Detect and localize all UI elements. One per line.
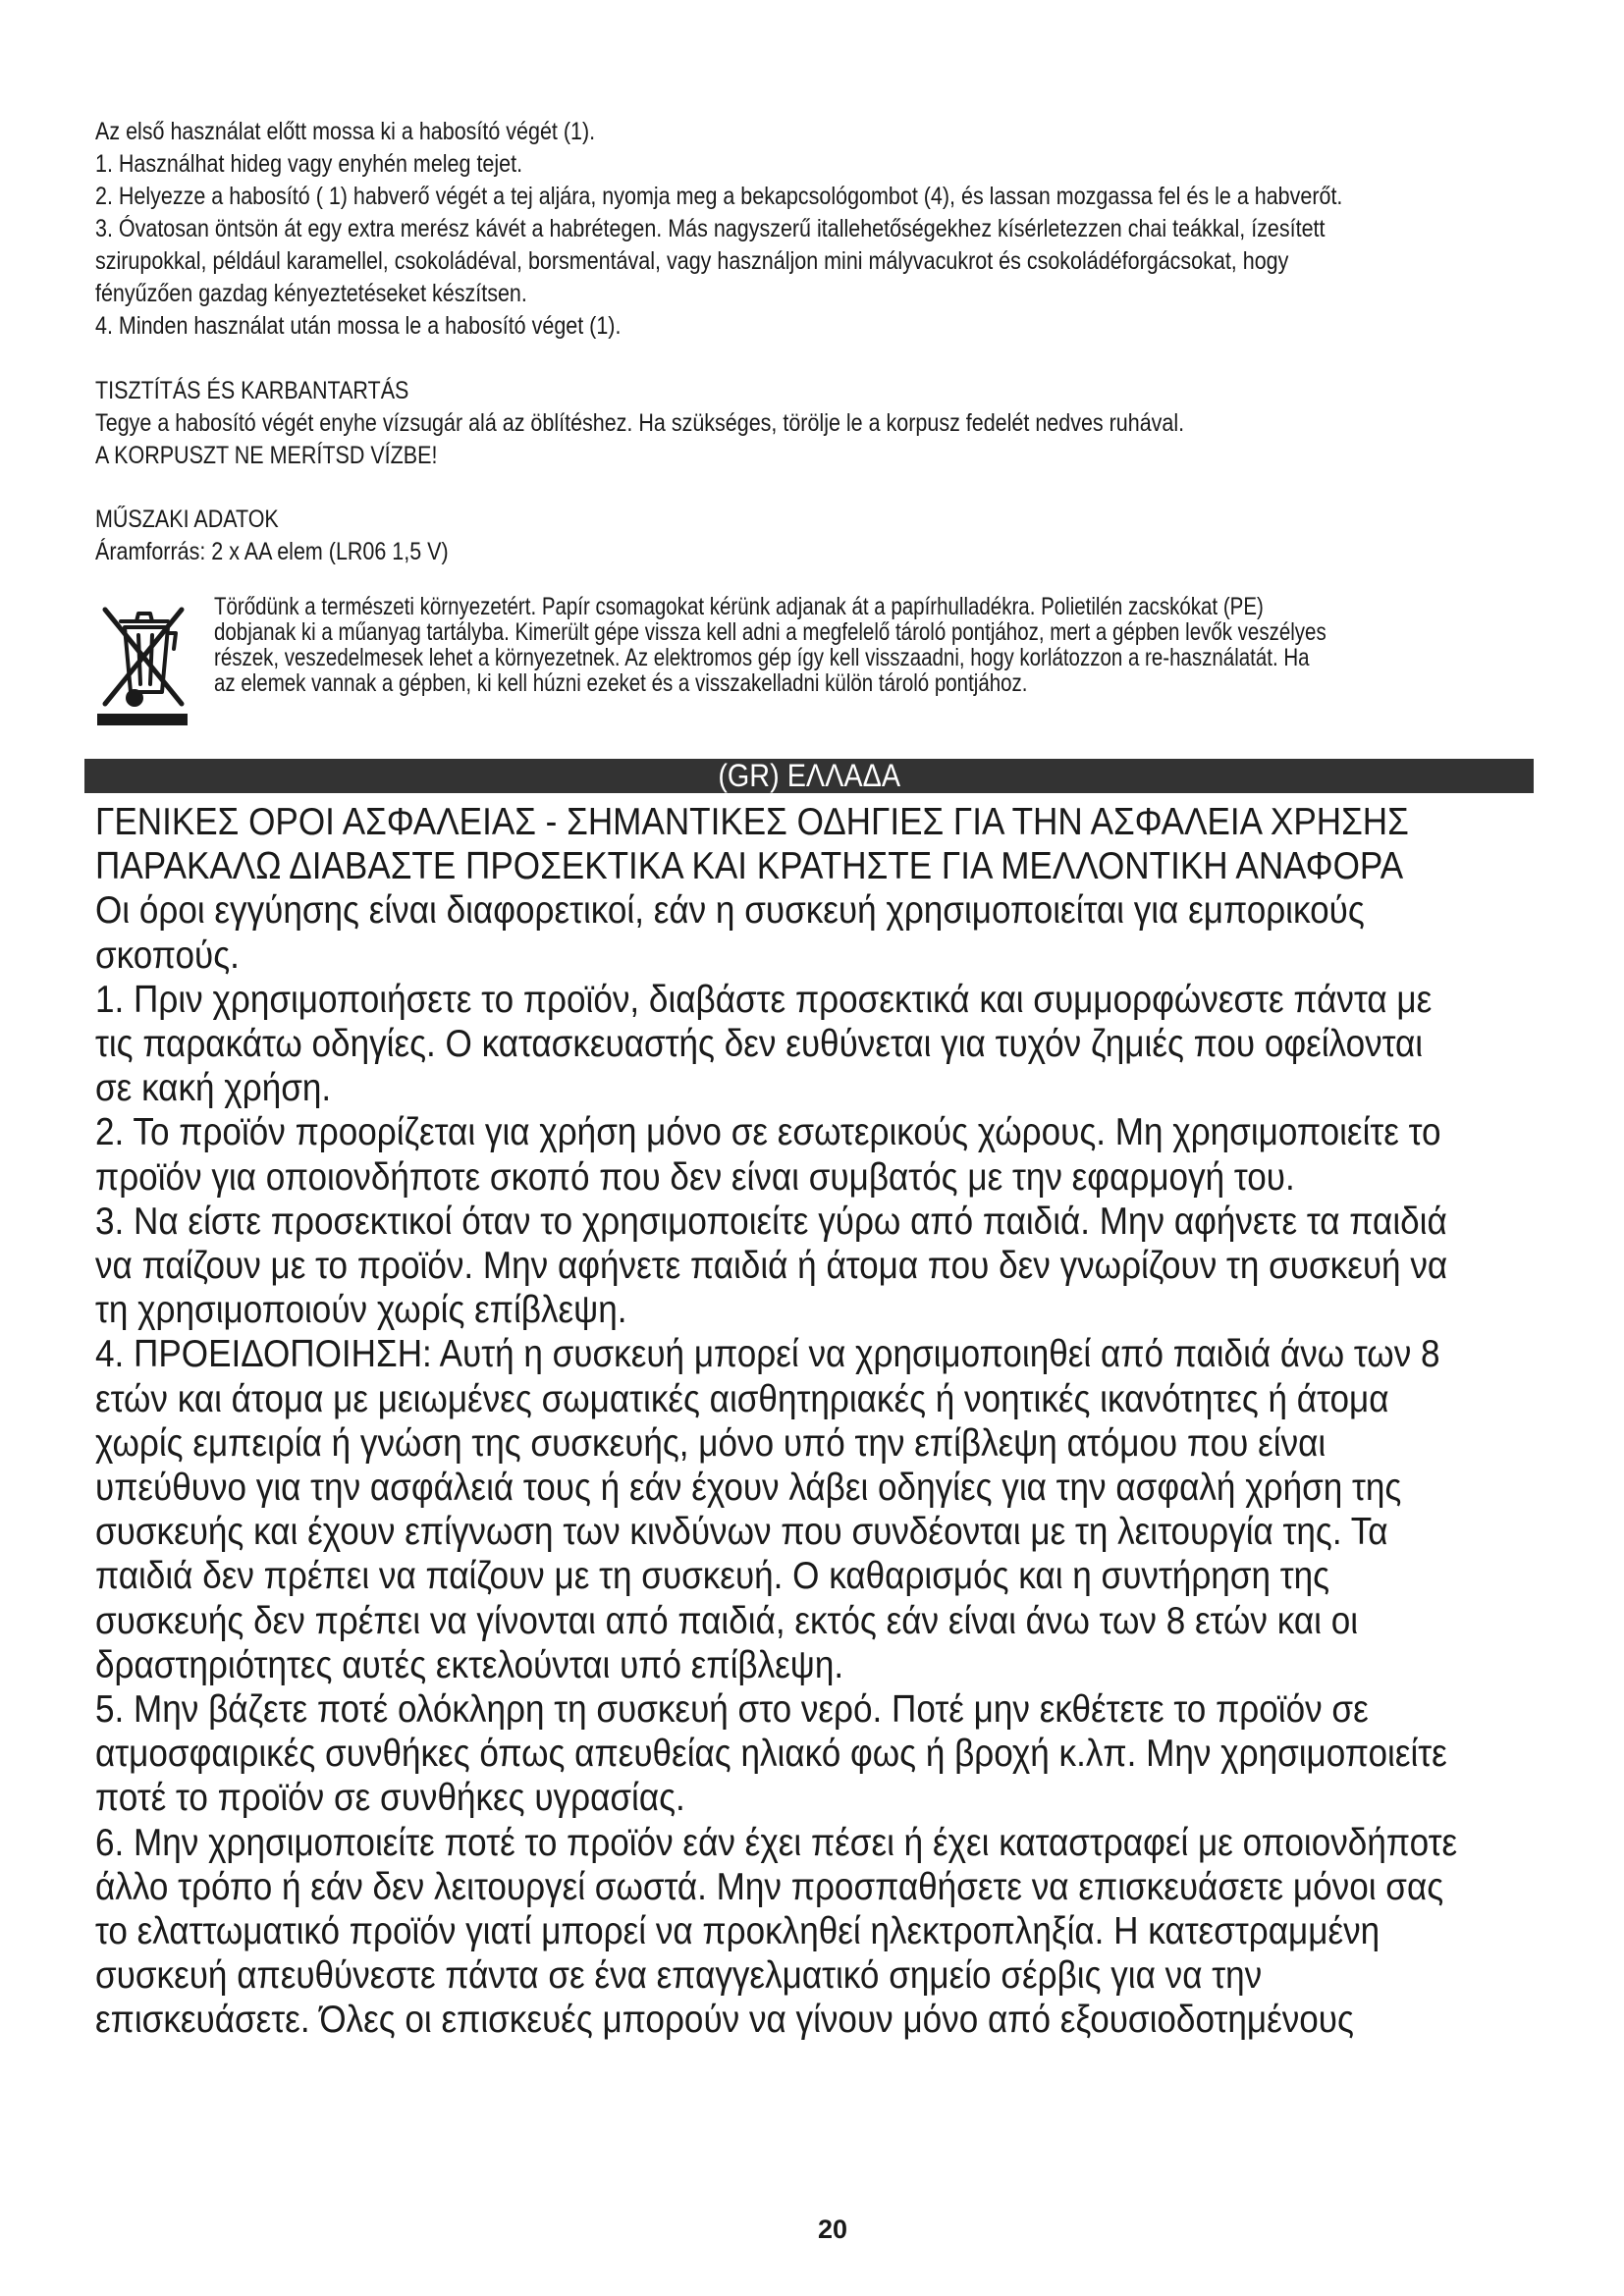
hungarian-cleaning-section (95, 375, 1328, 472)
gr-heading-2: ΠΑΡΑΚΑΛΩ ΔΙΑΒΑΣΤΕ ΠΡΟΣΕΚΤΙΚΑ ΚΑΙ ΚΡΑΤΗΣΤΕ ΓΙΑ ΜΕΛΛΟΝΤΙΚΗ ΑΝΑΦΟΡΑ (95, 845, 1404, 888)
gr-line: το ελαττωματικό προϊόν γιατί μπορεί να προκληθεί ηλεκτροπληξία. Η κατεστραμμένη (95, 1910, 1380, 1953)
gr-line: επισκευάσετε. Όλες οι επισκευές μπορούν να γίνουν μόνο από εξουσιοδοτημένους (95, 1999, 1354, 2042)
hu-step-4: 4. Minden használat után mossa le a habosító véget (1). (95, 312, 622, 340)
gr-line: 1. Πριν χρησιμοποιήσετε το προϊόν, διαβάστε προσεκτικά και συμμορφώνεστε πάντα με (95, 978, 1433, 1021)
gr-line: Οι όροι εγγύησης είναι διαφορετικοί, εάν η συσκευή χρησιμοποιείται για εμπορικούς (95, 889, 1365, 933)
hu-step-3-cont: szirupokkal, például karamellel, csokoládéval, borsmentával, vagy használjon mini mályvacukrot és csokoládéforgácsokat, hogy (95, 247, 1289, 275)
gr-line: 6. Μην χρησιμοποιείτε ποτέ το προϊόν εάν έχει πέσει ή έχει καταστραφεί με οποιονδήποτε (95, 1821, 1458, 1864)
gr-line: ετών και άτομα με μειωμένες σωματικές αισθητηριακές ή νοητικές ικανότητες ή άτομα (95, 1377, 1389, 1420)
gr-line: προϊόν για οποιονδήποτε σκοπό που δεν είναι συμβατός με την εφαρμογή του. (95, 1155, 1295, 1199)
greek-section-header (84, 759, 1534, 793)
page-number: 20 (817, 2215, 848, 2244)
gr-line: σκοπούς. (95, 934, 240, 977)
gr-line: συσκευής και έχουν επίγνωση των κινδύνων που συνδέονται με τη λειτουργία της. Τα (95, 1511, 1388, 1554)
gr-line: ατμοσφαιρικές συνθήκες όπως απευθείας ηλιακό φως ή βροχή κ.λπ. Μην χρησιμοποιείτε (95, 1733, 1447, 1776)
hu-cleaning-heading: TISZTÍTÁS ÉS KARBANTARTÁS (95, 377, 409, 404)
recycling-line: részek, veszedelmesek lehet a környezetnek. Az elektromos gép így kell visszaadni, hogy korlátozzon a re-használatát. Ha (214, 644, 1310, 671)
gr-line: συσκευή απευθύνεστε πάντα σε ένα επαγγελματικό σημείο σέρβις για να την (95, 1954, 1263, 1998)
hu-cleaning-warning: A KORPUSZT NE MERÍTSD VÍZBE! (95, 442, 438, 469)
gr-line: παιδιά δεν πρέπει να παίζουν με τη συσκευή. Ο καθαρισμός και η συντήρηση της (95, 1555, 1330, 1598)
greek-section-title: (GR) ΕΛΛΑΔΑ (718, 758, 900, 793)
hu-tech-heading: MŰSZAKI ADATOK (95, 506, 279, 533)
recycling-notice (214, 594, 1535, 696)
gr-line: 3. Να είστε προσεκτικοί όταν το χρησιμοποιείτε γύρω από παιδιά. Μην αφήνετε τα παιδιά (95, 1200, 1447, 1243)
gr-line: 2. Το προϊόν προορίζεται για χρήση μόνο σε εσωτερικούς χώρους. Μη χρησιμοποιείτε το (95, 1111, 1441, 1154)
gr-line: τις παρακάτω οδηγίες. Ο κατασκευαστής δεν ευθύνεται για τυχόν ζημιές που οφείλονται (95, 1023, 1424, 1066)
hu-step-3-cont: fényűzően gazdag kényeztetéseket készítsen. (95, 280, 527, 307)
gr-heading-1: ΓΕΝΙΚΕΣ ΟΡΟΙ ΑΣΦΑΛΕΙΑΣ - ΣΗΜΑΝΤΙΚΕΣ ΟΔΗΓΙΕΣ ΓΙΑ ΤΗΝ ΑΣΦΑΛΕΙΑ ΧΡΗΣΗΣ (95, 801, 1409, 843)
hungarian-technical-data (95, 504, 1328, 568)
gr-line: χωρίς εμπειρία ή γνώση της συσκευής, μόνο υπό την επίβλεψη ατόμου που είναι (95, 1421, 1326, 1465)
hungarian-usage-instructions (95, 116, 1343, 343)
hu-power-source: Áramforrás: 2 x AA elem (LR06 1,5 V) (95, 538, 449, 565)
crossed-out-wheelie-bin-icon (95, 594, 189, 727)
gr-line: ποτέ το προϊόν σε συνθήκες υγρασίας. (95, 1777, 685, 1820)
recycling-line: az elemek vannak a gépben, ki kell húzni ezeket és a visszakelladni külön tároló pontjához. (214, 669, 1028, 697)
gr-line: σε κακή χρήση. (95, 1067, 332, 1110)
gr-line: 5. Μην βάζετε ποτέ ολόκληρη τη συσκευή στο νερό. Ποτέ μην εκθέτετε το προϊόν σε (95, 1688, 1369, 1732)
gr-line: 4. ΠΡΟΕΙΔΟΠΟΙΗΣΗ: Αυτή η συσκευή μπορεί να χρησιμοποιηθεί από παιδιά άνω των 8 (95, 1333, 1440, 1376)
gr-line: συσκευής δεν πρέπει να γίνονται από παιδιά, εκτός εάν είναι άνω των 8 ετών και οι (95, 1599, 1359, 1642)
recycling-line: dobjanak ki a műanyag tartályba. Kimerült gépe vissza kell adni a megfelelő tároló pontjához, mert a gépben levők veszélyes (214, 618, 1326, 646)
hu-step-2: 2. Helyezze a habosító ( 1) habverő végét a tej aljára, nyomja meg a bekapcsológombot (4), és lassan mozgassa fel és le a habverőt. (95, 183, 1343, 210)
gr-line: άλλο τρόπο ή εάν δεν λειτουργεί σωστά. Μην προσπαθήσετε να επισκευάσετε μόνοι σας (95, 1865, 1444, 1908)
gr-line: να παίζουν με το προϊόν. Μην αφήνετε παιδιά ή άτομα που δεν γνωρίζουν τη συσκευή να (95, 1245, 1448, 1288)
hu-intro-line: Az első használat előtt mossa ki a habosító végét (1). (95, 118, 596, 145)
gr-line: τη χρησιμοποιούν χωρίς επίβλεψη. (95, 1289, 627, 1332)
gr-line: υπεύθυνο για την ασφάλειά τους ή εάν έχουν λάβει οδηγίες για την ασφαλή χρήση της (95, 1467, 1402, 1510)
hu-cleaning-text: Tegye a habosító végét enyhe vízsugár alá az öblítéshez. Ha szükséges, törölje le a korpusz fedelét nedves ruhával. (95, 409, 1185, 437)
hu-step-1: 1. Használhat hideg vagy enyhén meleg tejet. (95, 150, 523, 178)
greek-safety-instructions (95, 800, 1527, 2043)
hu-step-3: 3. Óvatosan öntsön át egy extra merész kávét a habrétegen. Más nagyszerű itallehetőségekhez kísérletezzen chai teákkal, ízesített (95, 215, 1326, 242)
recycling-line: Törődünk a természeti környezetért. Papír csomagokat kérünk adjanak át a papírhulladékra. Polietilén zacskókat (PE) (214, 593, 1264, 620)
gr-line: δραστηριότητες αυτές εκτελούνται υπό επίβλεψη. (95, 1643, 844, 1686)
